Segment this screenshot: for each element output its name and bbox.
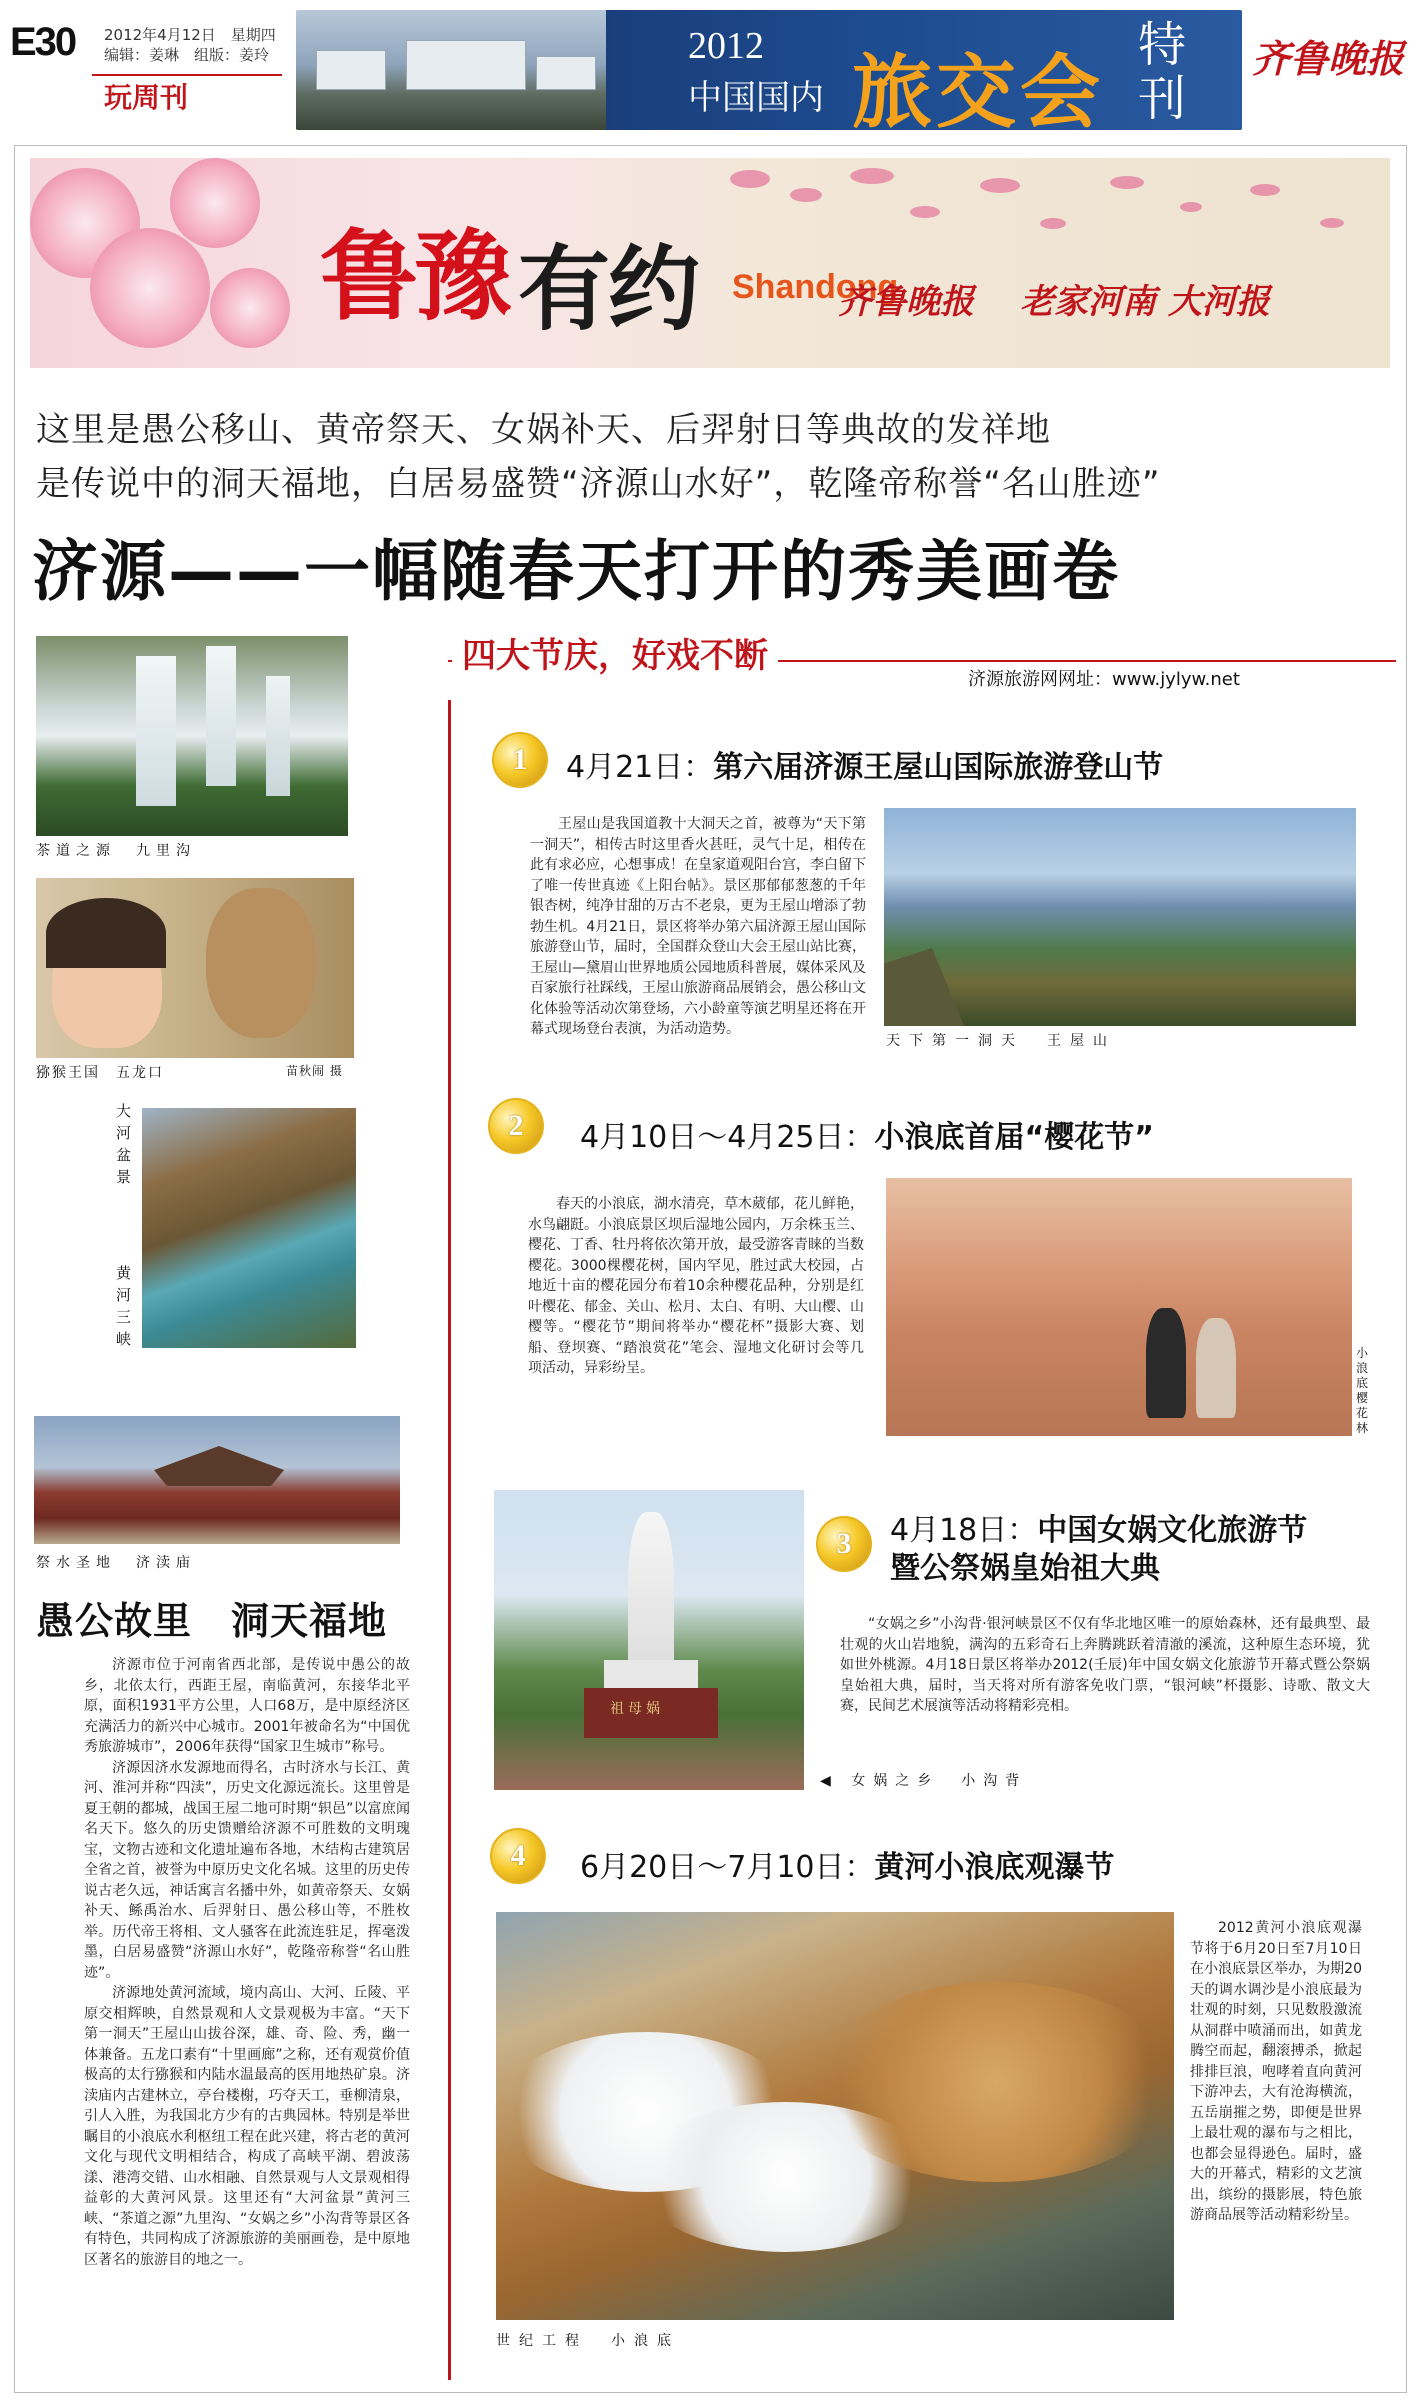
banner-title-black: 有约 (518, 235, 699, 343)
event-2-caption: 小浪底樱花林 (1356, 1346, 1369, 1435)
event-badge-1: 1 (492, 732, 548, 788)
event-2-date: 4月10日～4月25日： (580, 1120, 875, 1155)
dahe-logo: 老家河南 大河报 (1020, 282, 1270, 322)
page-code: E30 (10, 20, 76, 64)
event-badge-3: 3 (816, 1516, 872, 1572)
jidu-temple-caption: 祭水圣地 济渎庙 (36, 1555, 196, 1571)
wulongkou-caption: 猕猴王国 五龙口 (36, 1065, 164, 1081)
photo-credit: 苗秋闹 摄 (286, 1064, 343, 1078)
banner-photo (296, 10, 606, 130)
event-4-caption: 世纪工程 小浪底 (496, 2333, 680, 2349)
shandong-logo: Shandong (732, 268, 899, 306)
event-4-date: 6月20日～7月10日： (580, 1850, 875, 1885)
banner-title-red: 鲁豫 (320, 219, 509, 334)
banner-subtitle: 中国国内 (688, 78, 824, 118)
banner-title: 旅交会 (852, 45, 1104, 130)
intro-line-2: 是传说中的洞天福地，白居易盛赞“济源山水好”，乾隆帝称誉“名山胜迹” (36, 464, 1161, 504)
huanghe-sanxia-caption: 黄河三峡 (116, 1264, 132, 1348)
editors-line: 编辑：姜琳 组版：姜玲 (104, 46, 270, 64)
qilu-logo: 齐鲁晚报 (838, 282, 974, 322)
wulongkou-photo (36, 878, 354, 1058)
event-2-title: 小浪底首届“樱花节” (874, 1120, 1154, 1155)
event-4-heading (580, 1842, 1115, 1886)
sidebar-paragraph: 济源因济水发源地而得名，古时济水与长江、黄河、淮河并称“四渎”，历史文化源远流长。这里曾是夏王朝的都城，战国王屋二地可时期“轵邑”以富庶闻名天下。悠久的历史馈赠给济源不可胜数的文明瑰宝，文物古迹和文化遗址遍布各地，木结构古建筑居全省之首，被誉为中原历史文化名城。这里的历史传说古老久远，神话寓言名播中外，如黄帝祭天、女娲补天、鲧禹治水、后羿射日、愚公移山等，不胜枚举。历代帝王将相、文人骚客在此流连驻足，挥毫泼墨，白居易盛赞“济源山水好”，乾隆帝称誉“名山胜迹”。 (84, 1759, 410, 1981)
event-3-title: 中国女娲文化旅游节 (1037, 1513, 1308, 1548)
event-2-body: 春天的小浪底，湖水清亮，草木葳郁，花儿鲜艳，水鸟翩跹。小浪底景区坝后湿地公园内，万余株玉兰、樱花、丁香、牡丹将依次第开放，最受游客青睐的当数樱花。3000棵樱花树，国内罕见，胜过武大校园，占地近十亩的樱花园分布着10余种樱花品种，分别是红叶樱花、郁金、关山、松月、太白、有明、大山樱、山樱等。“樱花节”期间将举办“樱花杯”摄影大赛、划船、登坝赛、“踏浪赏花”笔会、湿地文化研讨会等几项活动，异彩纷呈。 (528, 1196, 864, 1376)
event-1-heading (566, 742, 1163, 786)
event-2-heading (580, 1112, 1154, 1156)
section-title: 四大节庆，好戏不断 (452, 628, 778, 677)
event-3-title-2: 暨公祭娲皇始祖大典 (890, 1551, 1160, 1586)
event-4-body: 2012黄河小浪底观瀑节将于6月20日至7月10日在小浪底景区举办，为期20天的调水调沙是小浪底最为壮观的时刻，只见数股激流从洞群中喷涌而出，如黄龙腾空而起，翻滚搏杀，掀起排排巨浪，咆哮着直向黄河下游冲去，大有沧海横流，五岳崩摧之势，即便是世界上最壮观的瀑布与之相比，也都会显得逊色。届时，盛大的开幕式，精彩的文艺演出，缤纷的摄影展，特色旅游商品展等活动精彩纷呈。 (1190, 1920, 1362, 2223)
sidebar-article (84, 1655, 410, 2270)
event-3-date: 4月18日： (890, 1513, 1038, 1548)
event-1-body: 王屋山是我国道教十大洞天之首，被尊为“天下第一洞天”，相传古时这里香火甚旺，灵气十足，相传在此有求必应，心想事成！在皇家道观阳台宫，李白留下了唯一传世真迹《上阳台帖》。景区那郁郁葱葱的千年银杏树，纯净甘甜的万古不老泉，更为王屋山增添了勃勃生机。4月21日，景区将举办第六届济源王屋山国际旅游登山节，届时，全国群众登山大会王屋山站比赛，王屋山—黛眉山世界地质公园地质科普展，媒体采风及百家旅行社踩线，王屋山旅游商品展销会，愚公移山文化体验等活动次第登场，六小龄童等演艺明星还将在开幕式现场登台表演，为活动造势。 (530, 816, 866, 1037)
banner-special: 特刊 (1138, 17, 1187, 127)
issue-date: 2012年4月12日 星期四 (104, 26, 276, 44)
website-label: 济源旅游网网址：www.jylyw.net (968, 669, 1240, 690)
wangwushan-photo (884, 808, 1356, 1026)
fair-banner (296, 10, 1242, 130)
main-headline: 济源——一幅随春天打开的秀美画卷 (32, 533, 1120, 610)
sanxia-photo (142, 1108, 356, 1348)
jidu-temple-photo (34, 1416, 400, 1544)
nvwa-statue-photo (494, 1490, 804, 1790)
jiuligou-caption: 茶道之源 九里沟 (36, 843, 196, 859)
banner-year: 2012 (688, 25, 764, 67)
sidebar-paragraph: 济源地处黄河流域，境内高山、大河、丘陵、平原交相辉映，自然景观和人文景观极为丰富。“天下第一洞天”王屋山山拔谷深，雄、奇、险、秀，幽一体兼备。五龙口素有“十里画廊”之称，还有观赏价值极高的太行猕猴和内陆水温最高的医用地热矿泉。济渎庙内古建林立，亭台楼榭，巧夺天工，垂柳清泉，引人入胜，为我国北方少有的古典园林。特别是举世瞩目的小浪底水利枢纽工程在此兴建，将古老的黄河文化与现代文明相结合，构成了高峡平湖、碧波荡漾、港湾交错、山水相融、自然景观与人文景观相得益彰的大黄河风景。这里还有“大河盆景”黄河三峡、“茶道之源”九里沟、“女娲之乡”小沟背等景区各有特色，共同构成了济源旅游的美丽画卷，是中原地区著名的旅游目的地之一。 (84, 1985, 410, 2268)
sidebar-paragraph: 济源市位于河南省西北部，是传说中愚公的故乡，北依太行，西距王屋，南临黄河，东接华北平原，面积1931平方公里，人口68万，是中原经济区充满活力的新兴中心城市。2001年被命名为“中国优秀旅游城市”，2006年获得“国家卫生城市”称号。 (84, 1657, 410, 1755)
event-badge-4: 4 (490, 1828, 546, 1884)
column-rule (448, 700, 451, 2380)
event-1-title: 第六届济源王屋山国际旅游登山节 (713, 750, 1164, 785)
event-badge-2: 2 (488, 1098, 544, 1154)
intro-line-1: 这里是愚公移山、黄帝祭天、女娲补天、后羿射日等典故的发祥地 (36, 410, 1051, 450)
event-1-date: 4月21日： (566, 750, 714, 785)
sidebar-title: 愚公故里 洞天福地 (36, 1598, 388, 1643)
event-4-title: 黄河小浪底观瀑节 (874, 1850, 1115, 1885)
lu-yu-banner (30, 158, 1390, 368)
dahe-penjing-caption: 大河盆景 (116, 1102, 132, 1186)
jiuligou-photo (36, 636, 348, 836)
event-3-caption: ◀ 女娲之乡 小沟背 (820, 1773, 1028, 1789)
section-name: 玩周刊 (104, 81, 189, 114)
event-3-body: “女娲之乡”小沟背·银河峡景区不仅有华北地区唯一的原始森林，还有最典型、最壮观的火山岩地貌，满沟的五彩奇石上奔腾跳跃着清澈的溪流，这种原生态环境，犹如世外桃源。4月18日景区将举办2012(壬辰)年中国女娲文化旅游节开幕式暨公祭娲皇始祖大典，届时，当天将对所有游客免收门票，“银河峡”杯摄影、诗歌、散文大赛，民间艺术展演等活动将精彩亮相。 (840, 1616, 1370, 1714)
statue-plaque: 祖母娲 (610, 1701, 664, 1717)
cherry-blossom-photo (886, 1178, 1352, 1436)
event-1-caption: 天下第一洞天 王屋山 (886, 1033, 1116, 1049)
event-3-heading (890, 1512, 1307, 1588)
newspaper-logo: 齐鲁晚报 (1252, 36, 1405, 81)
xiaolangdi-waterfall-photo (496, 1912, 1174, 2320)
